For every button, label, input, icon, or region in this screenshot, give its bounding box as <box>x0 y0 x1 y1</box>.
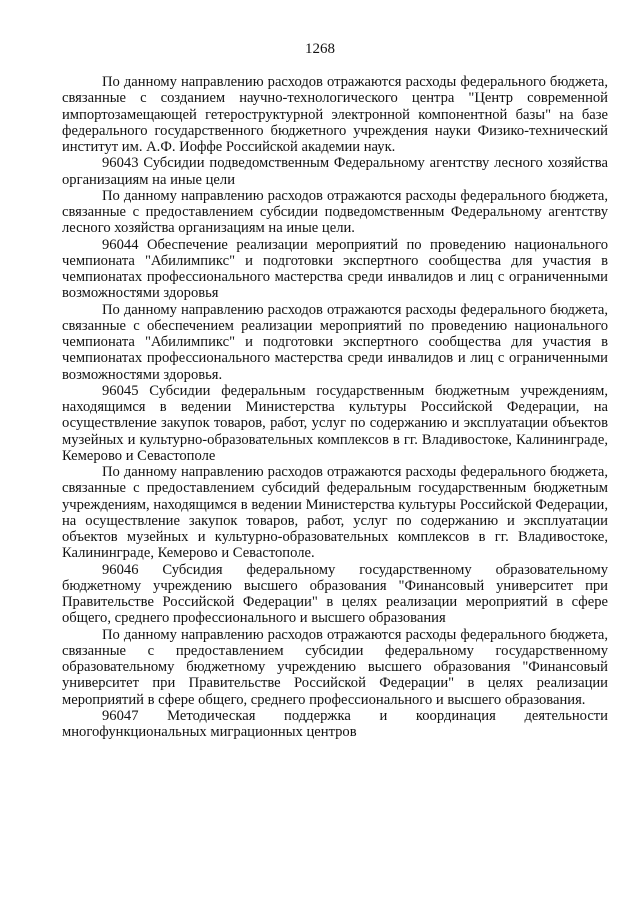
paragraph-5: По данному направлению расходов отражаются расходы федерального бюджета, связанные с обеспечением реализации мероприятий по проведению национального чемпионата "Абилимпикс" и подготовки экспертного сообщества для участия в чемпионатах профессионального мастерства среди инвалидов и лиц с ограниченными возможностями здоровья. <box>62 301 608 383</box>
paragraph-9: По данному направлению расходов отражаются расходы федерального бюджета, связанные с предоставлением субсидии федеральному государственному образовательному бюджетному учреждению высшего образования "Финансовый университет при Правительстве Российской Федерации" в целях реализации мероприятий в сфере общего, среднего профессионального и высшего образования. <box>62 626 608 708</box>
paragraph-4: 96044 Обеспечение реализации мероприятий по проведению национального чемпионата "Абилимпикс" и подготовки экспертного сообщества для участия в чемпионатах профессионального мастерства среди инвалидов и лиц с ограниченными возможностями здоровья <box>62 236 608 302</box>
page-number: 1268 <box>305 41 335 57</box>
paragraph-2: 96043 Субсидии подведомственным Федеральному агентству лесного хозяйства организациям на иные цели <box>62 155 608 188</box>
paragraph-10: 96047 Методическая поддержка и координация деятельности многофункциональных миграционных центров <box>62 707 608 740</box>
paragraph-6: 96045 Субсидии федеральным государственным бюджетным учреждениям, находящимся в ведении Министерства культуры Российской Федерации, на осуществление закупок товаров, работ, услуг по содержанию и эксплуатации объектов музейных и культурно-образовательных комплексов в гг. Владивостоке, Калининграде, Кемерово и Севастополе <box>62 382 608 464</box>
paragraph-1: По данному направлению расходов отражаются расходы федерального бюджета, связанные с созданием научно-технологического центра "Центр современной импортозамещающей гетероструктурной электронной компонентной базы" на базе федерального государственного бюджетного учреждения науки Физико-технический институт им. А.Ф. Иоффе Российской академии наук. <box>62 74 608 155</box>
paragraph-8: 96046 Субсидия федеральному государственному образовательному бюджетному учреждению высшего образования "Финансовый университет при Правительстве Российской Федерации" в целях реализации мероприятий в сфере общего, среднего профессионального и высшего образования <box>62 561 608 627</box>
document-body <box>62 74 608 740</box>
paragraph-3: По данному направлению расходов отражаются расходы федерального бюджета, связанные с предоставлением субсидии подведомственным Федеральному агентству лесного хозяйства организациям на иные цели. <box>62 187 608 237</box>
paragraph-7: По данному направлению расходов отражаются расходы федерального бюджета, связанные с предоставлением субсидий федеральным государственным бюджетным учреждениям, находящимся в ведении Министерства культуры Российской Федерации, на осуществление закупок товаров, работ, услуг по содержанию и эксплуатации объектов музейных и культурно-образовательных комплексов в гг. Владивостоке, Калининграде, Кемерово и Севастополе. <box>62 464 608 562</box>
